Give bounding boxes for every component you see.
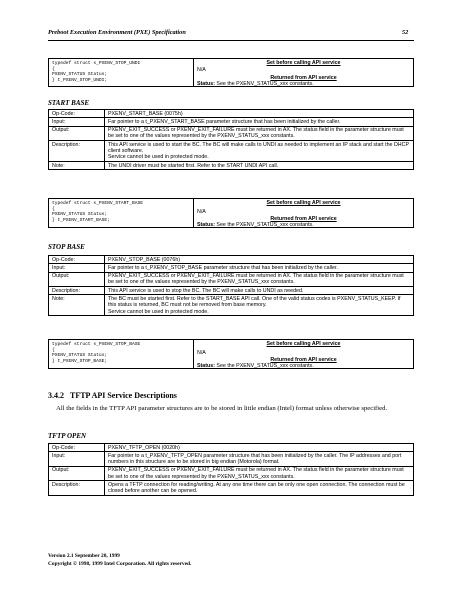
section-heading-start-base: START BASE <box>48 99 90 107</box>
input-value: Far pointer to a t_PXENV_START_BASE parameter structure that has been initialized by the caller. <box>105 118 414 126</box>
output-label: Output: <box>49 466 105 481</box>
struct-code: typedef struct s_PXENV_STOP_BASE { PXENV_STATUS Status; } t_PXENV_STOP_BASE; <box>49 340 194 368</box>
table-row <box>49 287 414 295</box>
struct-fields <box>194 59 413 86</box>
output-value: PXENV_EXIT_SUCCESS or PXENV_EXIT_FAILURE must be returned in AX. The status field in the parameter structure must be set to one of the values represented by the PXENV_STATUS_xxx constants. <box>105 466 414 481</box>
footer-version: Version 2.1 September 20, 1999 <box>48 553 120 559</box>
opcode-value: PXENV_START_BASE (0075h) <box>105 110 414 118</box>
set-before-label: Set before calling API service <box>266 200 341 206</box>
input-label: Input: <box>49 264 105 272</box>
output-label: Output: <box>49 272 105 287</box>
status-label: Status: <box>197 222 215 228</box>
table-row <box>49 444 414 452</box>
status-text: See the PXENV_STATUS_xxx constants. <box>214 222 314 228</box>
footer-copyright: Copyright © 1998, 1999 Intel Corporation. All rights reserved. <box>48 561 192 567</box>
opcode-label: Op-Code: <box>49 256 105 264</box>
note-label: Note: <box>49 162 105 170</box>
set-value: N/A <box>197 67 206 73</box>
description-label: Description: <box>49 481 105 496</box>
struct-fields <box>194 340 413 368</box>
input-label: Input: <box>49 118 105 126</box>
table-row <box>49 452 414 467</box>
description-label: Description: <box>49 287 105 295</box>
subsection-body: All the fields in the TFTP API parameter structures are to be stored in little endian (Intel) format unless otherwise specified. <box>56 405 388 412</box>
input-value: Far pointer to a t_PXENV_STOP_BASE parameter structure that has been initialized by the caller. <box>105 264 414 272</box>
page-number: 52 <box>402 29 409 36</box>
table-row <box>49 481 414 496</box>
table-row <box>49 141 414 162</box>
tftp-open-table <box>48 443 414 496</box>
set-before-label: Set before calling API service <box>266 341 341 347</box>
status-line <box>197 222 410 228</box>
struct-code: typedef struct s_PXENV_STOP_UNDI { PXENV_STATUS Status; } t_PXENV_STOP_UNDI; <box>49 59 194 86</box>
stop-base-table <box>48 255 414 316</box>
status-text: See the PXENV_STATUS_xxx constants. <box>214 363 314 369</box>
output-value: PXENV_EXIT_SUCCESS or PXENV_EXIT_FAILURE must be returned in AX. The status field in the parameter structure must be set to one of the values represented by the PXENV_STATUS_xxx constants. <box>105 126 414 141</box>
description-value: This API service is used to stop the BC. The BC will make calls to UNDI as needed. <box>105 287 414 295</box>
status-line <box>197 81 410 87</box>
output-label: Output: <box>49 126 105 141</box>
opcode-label: Op-Code: <box>49 110 105 118</box>
table-row <box>49 466 414 481</box>
description-value: Opens a TFTP connection for reading/writing. At any one time there can be only one open connection. The connection must be closed before another can be opened. <box>105 481 414 496</box>
returned-label: Returned from API service <box>270 75 337 81</box>
subsection-heading <box>48 391 177 400</box>
note-value <box>105 295 414 316</box>
status-label: Status: <box>197 81 215 87</box>
opcode-value: PXENV_STOP_BASE (0076h) <box>105 256 414 264</box>
table-row <box>49 162 414 170</box>
status-text: See the PXENV_STATUS_xxx constants. <box>214 81 314 87</box>
table-row <box>49 295 414 316</box>
subsection-title: TFTP API Service Descriptions <box>70 391 177 400</box>
header-rule <box>48 40 414 41</box>
struct-code: typedef struct s_PXENV_START_BASE { PXENV_STATUS Status; } t_PXENV_START_BASE; <box>49 199 194 227</box>
struct-fields <box>194 199 413 227</box>
opcode-label: Op-Code: <box>49 444 105 452</box>
section-heading-tftp-open: TFTP OPEN <box>48 432 87 440</box>
table-row <box>49 118 414 126</box>
stop-base-struct-box <box>48 339 414 369</box>
table-row <box>49 272 414 287</box>
status-label: Status: <box>197 363 215 369</box>
set-value: N/A <box>197 350 206 356</box>
stop-undi-struct-box <box>48 58 414 87</box>
note-para-1: The BC must be started first. Refer to the START_BASE API call. One of the valid status codes is PXENV_STATUS_KEEP. If this status is returned, BC must not be removed from base memory. <box>108 295 401 309</box>
note-value: The UNDI driver must be started first. Refer to the START UNDI API call. <box>105 162 414 170</box>
set-value: N/A <box>197 209 206 215</box>
description-para-2: Service cannot be used in protected mode. <box>108 154 209 161</box>
start-base-table <box>48 109 414 170</box>
table-row <box>49 110 414 118</box>
description-para-1: This API service is used to start the BC. The BC will make calls to UNDI as needed to implement an IP stack and start the DHCP client software. <box>108 141 409 154</box>
table-row <box>49 256 414 264</box>
opcode-value: PXENV_TFTP_OPEN (0020h) <box>105 444 414 452</box>
returned-label: Returned from API service <box>270 216 337 222</box>
returned-label: Returned from API service <box>270 357 337 363</box>
status-line <box>197 363 410 369</box>
description-label: Description: <box>49 141 105 162</box>
description-value <box>105 141 414 162</box>
header-title: Preboot Execution Environment (PXE) Specification <box>48 29 186 36</box>
input-value: Far pointer to a t_PXENV_TFTP_OPEN parameter structure that has been initialized by the caller. The IP addresses and port numbers in this structure are to be stored in big endian (Motorola) format. <box>105 452 414 467</box>
note-para-2: Service cannot be used in protected mode. <box>108 308 209 315</box>
note-label: Note: <box>49 295 105 316</box>
set-before-label: Set before calling API service <box>266 60 341 66</box>
output-value: PXENV_EXIT_SUCCESS or PXENV_EXIT_FAILURE must be returned in AX. The status field in the parameter structure must be set to one of the values represented by the PXENV_STATUS_xxx constants. <box>105 272 414 287</box>
subsection-number: 3.4.2 <box>48 391 64 400</box>
table-row <box>49 126 414 141</box>
start-base-struct-box <box>48 198 414 228</box>
input-label: Input: <box>49 452 105 467</box>
section-heading-stop-base: STOP BASE <box>48 243 85 251</box>
table-row <box>49 264 414 272</box>
